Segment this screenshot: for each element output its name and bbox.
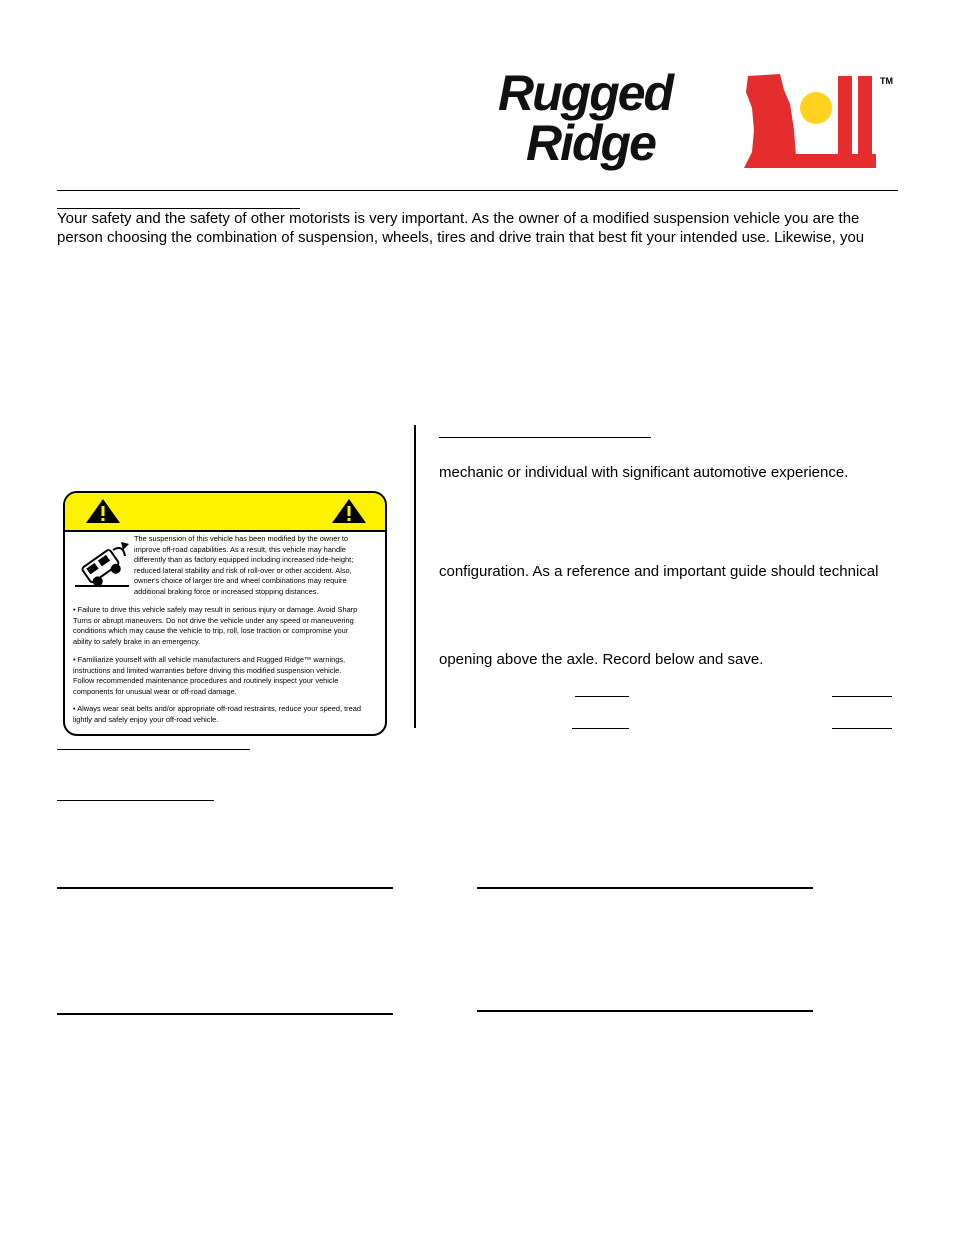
warning-bullet-1: • Failure to drive this vehicle safely may result in serious injury or damage. Avoid Sharp Turns or abrupt maneuvers. Do not drive the vehicle under any speed or maneuvering conditions which may cause the vehicle to trip, roll, lose traction or compromise your ability to safely brake in an emergency. [73,605,358,646]
measurement-blank[interactable] [575,696,629,697]
warning-bullet-2: • Familiarize yourself with all vehicle manufacturers and Rugged Ridge™ warnings, instructions and limited warranties before driving this modified suspension vehicle. Follow recommended maintenance procedures and routinely inspect your vehicle components for unusual wear or off-road damage. [73,655,346,696]
divider-rule [477,1010,813,1012]
logo-word-rugged: Rugged [498,65,673,121]
warning-triangle-icon [331,498,367,524]
warning-label-header [65,493,385,532]
intro-line-2: person choosing the combination of suspension, wheels, tires and drive train that best fit your intended use. Likewise, you [57,229,865,246]
measurement-blank[interactable] [832,728,892,729]
divider-rule [57,887,393,889]
top-divider [57,190,898,191]
right-text-line-2: configuration. As a reference and important guide should technical [439,563,879,580]
logo-word-ridge: Ridge [526,115,655,171]
vehicle-rollover-icon [73,538,133,590]
logo-emblem-graphic [724,70,894,170]
measurement-blank[interactable] [572,728,629,729]
section-heading-underline [57,800,214,801]
intro-line-1: Your safety and the safety of other motorists is very important. As the owner of a modified suspension vehicle you are the [57,210,860,227]
intro-heading-underline [57,208,300,209]
trademark-mark: TM [880,76,893,86]
column-divider [414,425,416,728]
warning-triangle-icon [85,498,121,524]
divider-rule [477,887,813,889]
rugged-ridge-logo [494,66,894,176]
warning-label [63,491,387,736]
measurement-blank[interactable] [832,696,892,697]
section-heading-underline [57,749,250,750]
right-text-line-3: opening above the axle. Record below and save. [439,651,764,668]
warning-bullet-3: • Always wear seat belts and/or appropriate off-road restraints, reduce your speed, tread lightly and safely enjoy your off-road vehicle. [73,704,361,724]
divider-rule [57,1013,393,1015]
warning-paragraph: The suspension of this vehicle has been modified by the owner to improve off-road capabilities. As a result, this vehicle may handle differently than as factory equipped including increased ride-height; reduced lateral stability and risk of roll-over or other accident. Also, owner's choice of larger tire and wheel combinations may require additional braking force or increased stopping distances. [134,534,354,596]
right-heading-underline [439,437,651,438]
right-text-line-1: mechanic or individual with significant automotive experience. [439,464,849,481]
